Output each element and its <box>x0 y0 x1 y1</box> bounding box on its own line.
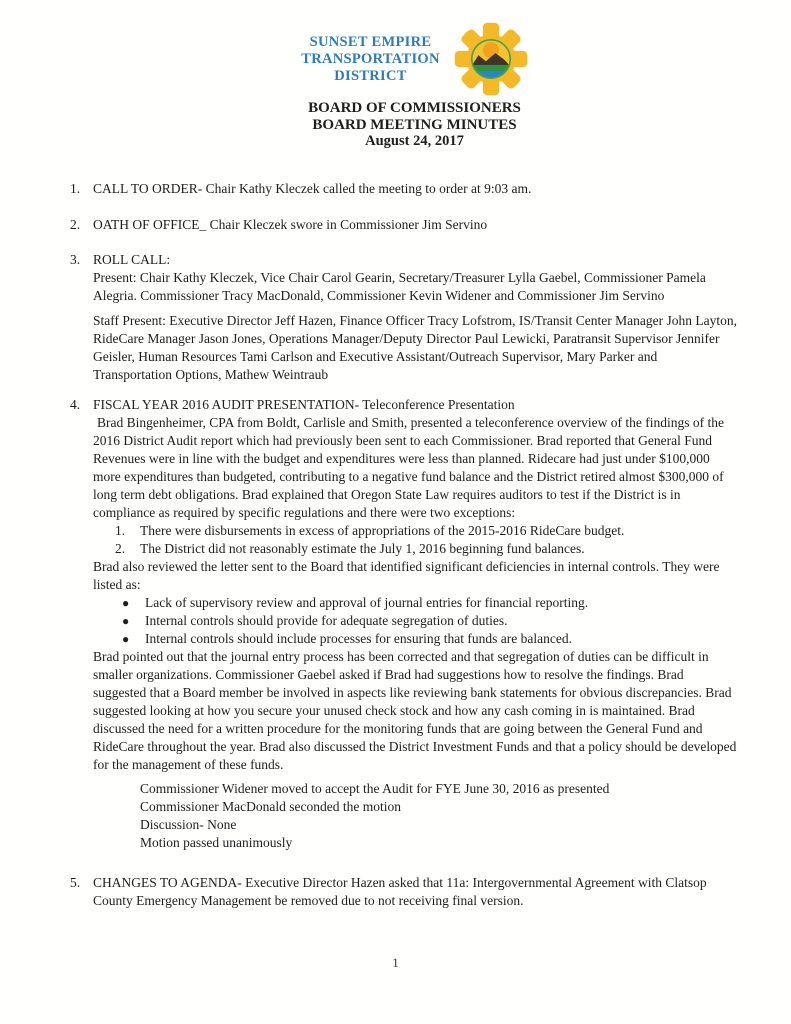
document-header <box>80 22 749 150</box>
motion-block <box>93 780 739 852</box>
district-name-line2: TRANSPORTATION <box>301 50 440 67</box>
motion-moved: Commissioner Widener moved to accept the Audit for FYE June 30, 2016 as presented <box>140 780 610 796</box>
audit-paragraph-2: Brad also reviewed the letter sent to the Board that identified significant deficiencies in internal controls. They were listed as: <box>93 558 720 592</box>
exception-number: 1. <box>115 522 126 538</box>
roll-call-heading: ROLL CALL: <box>93 251 171 267</box>
changes-to-agenda-text: CHANGES TO AGENDA- Executive Director Hazen asked that 11a: Intergovernmental Agreement with Clatsop County Emergency Management be removed due to not receiving final version. <box>93 874 707 908</box>
exception-text: There were disbursements in excess of appropriations of the 2015-2016 RideCare budget. <box>140 522 625 538</box>
exception-text: The District did not reasonably estimate the July 1, 2016 beginning fund balances. <box>140 540 585 556</box>
page-number: 1 <box>392 955 399 970</box>
audit-heading: FISCAL YEAR 2016 AUDIT PRESENTATION- Teleconference Presentation <box>93 396 515 412</box>
audit-exception-2 <box>93 540 739 558</box>
deficiency-bullet-1 <box>93 594 739 612</box>
document-title <box>80 100 749 150</box>
item-number: 5. <box>70 874 81 890</box>
deficiency-text: Internal controls should include processes for ensuring that funds are balanced. <box>145 630 572 646</box>
exception-number: 2. <box>115 540 126 556</box>
audit-paragraph-1: Brad Bingenheimer, CPA from Boldt, Carlisle and Smith, presented a teleconference overview of the findings of the 2016 District Audit report which had previously been sent to each Commissioner. Brad reported that General Fund Revenues were in line with the budget and expenditures were less than planned. Ridecare had just under $100,000 more expenditures than budgeted, contributing to a negative fund balance and the District retired almost $300,000 of long term debt obligations. Brad explained that Oregon State Law requires auditors to test if the District is in compliance as required by specific regulations and there were two exceptions: <box>93 414 724 520</box>
motion-result: Motion passed unanimously <box>140 834 293 850</box>
meeting-date: August 24, 2017 <box>365 133 464 149</box>
agenda-item-oath-of-office <box>70 216 739 234</box>
item-number: 4. <box>70 396 81 412</box>
deficiency-bullet-3 <box>93 630 739 648</box>
title-board-of-commissioners: BOARD OF COMMISSIONERS <box>308 100 521 116</box>
item-number: 2. <box>70 216 81 232</box>
gear-landscape-logo-icon <box>454 22 528 96</box>
call-to-order-text: CALL TO ORDER- Chair Kathy Kleczek called the meeting to order at 9:03 am. <box>93 180 532 196</box>
roll-call-present: Present: Chair Kathy Kleczek, Vice Chair Carol Gearin, Secretary/Treasurer Lylla Gaebel, Commissioner Pamela Alegria. Commissioner Tracy MacDonald, Commissioner Kevin Widener and Commissioner Jim Servino <box>93 269 706 303</box>
oath-of-office-text: OATH OF OFFICE_ Chair Kleczek swore in Commissioner Jim Servino <box>93 216 488 232</box>
agenda-item-roll-call <box>70 251 739 384</box>
audit-exception-1 <box>93 522 739 540</box>
bullet-dot-icon: ● <box>122 631 130 646</box>
audit-paragraph-3: Brad pointed out that the journal entry process has been corrected and that segregation of duties can be difficult in smaller organizations. Commissioner Gaebel asked if Brad had suggestions how to resolve the findings. Brad suggested that a Board member be involved in aspects like reviewing bank statements for obvious discrepancies. Brad suggested looking at how you secure your unused check stock and how any cash coming in is maintained. Brad discussed the need for a written procedure for the monitoring funds that are going between the General Fund and RideCare throughout the year. Brad also discussed the District Investment Funds and that a policy should be developed for the management of these funds. <box>93 648 737 772</box>
agenda-item-audit-presentation <box>70 396 739 852</box>
district-name-line1: SUNSET EMPIRE <box>309 33 432 50</box>
deficiency-text: Lack of supervisory review and approval of journal entries for financial reporting. <box>145 594 589 610</box>
deficiency-bullet-2 <box>93 612 739 630</box>
item-number: 3. <box>70 251 81 267</box>
title-board-meeting-minutes: BOARD MEETING MINUTES <box>312 116 517 133</box>
deficiency-text: Internal controls should provide for adequate segregation of duties. <box>145 612 508 628</box>
agenda-item-call-to-order <box>70 180 739 198</box>
item-number: 1. <box>70 180 81 196</box>
agenda-item-changes-to-agenda <box>70 874 739 910</box>
district-name <box>301 34 440 85</box>
bullet-dot-icon: ● <box>122 595 130 610</box>
district-logo <box>80 22 749 96</box>
bullet-dot-icon: ● <box>122 613 130 628</box>
district-name-line3: DISTRICT <box>334 67 407 84</box>
minutes-body <box>70 180 739 910</box>
motion-seconded: Commissioner MacDonald seconded the motion <box>140 798 401 814</box>
motion-discussion: Discussion- None <box>140 816 237 832</box>
roll-call-staff-present: Staff Present: Executive Director Jeff Hazen, Finance Officer Tracy Lofstrom, IS/Transit Center Manager John Layton, RideCare Manager Jason Jones, Operations Manager/Deputy Director Paul Lewicki, Paratransit Supervisor Jennifer Geisler, Human Resources Tami Carlson and Executive Assistant/Outreach Supervisor, Mary Parker and Transportation Options, Mathew Weintraub <box>93 312 737 382</box>
